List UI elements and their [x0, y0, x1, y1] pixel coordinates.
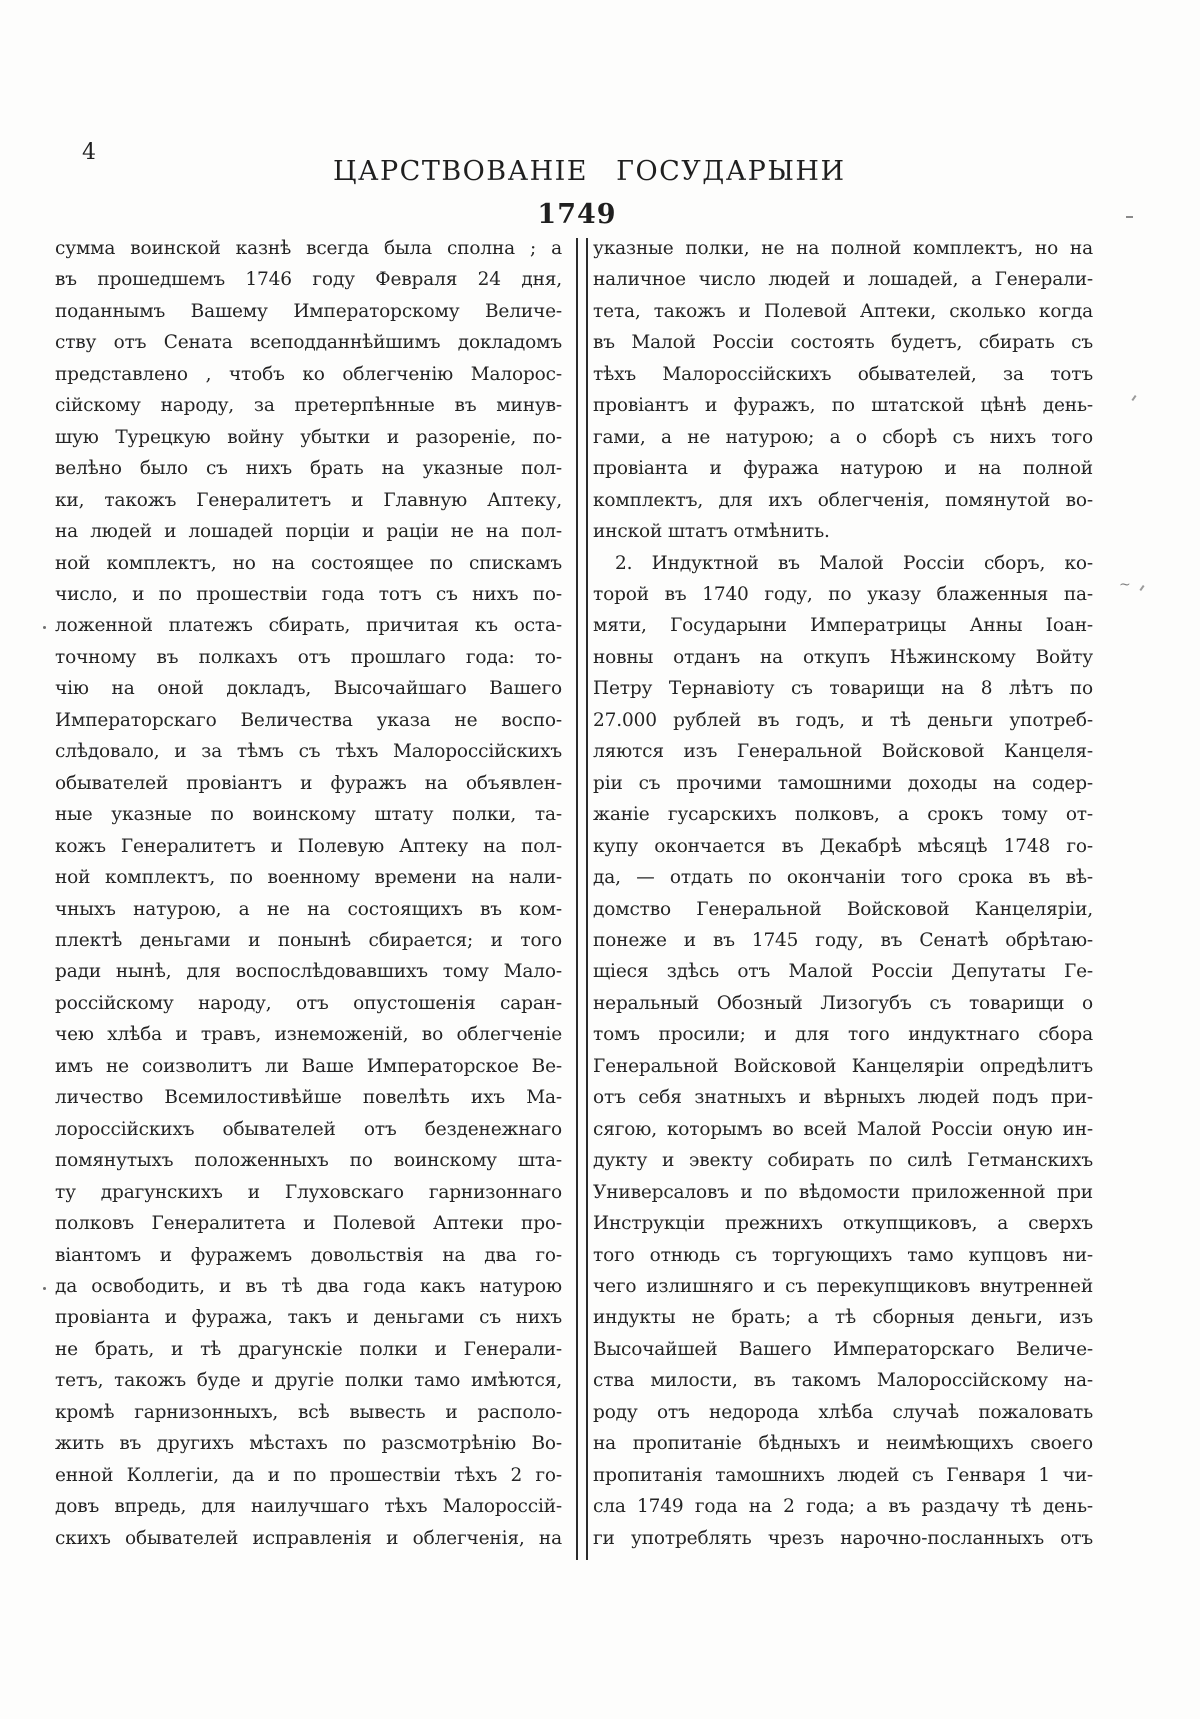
text-line: Инструкціи прежнихъ откупщиковъ, а сверхъ	[593, 1213, 1093, 1235]
scan-speck	[1131, 395, 1136, 401]
text-line: ству отъ Сената всеподданнѣйшимъ докладомъ	[55, 332, 562, 354]
text-line: ные указные по воинскому штату полки, та-	[55, 804, 562, 826]
text-line: жаніе гусарскихъ полковъ, а срокъ тому от-	[593, 804, 1093, 826]
text-line: жить въ другихъ мѣстахъ по разсмотрѣнію Во-	[55, 1433, 562, 1455]
text-line: поданнымъ Вашему Императорскому Величе-	[55, 300, 562, 322]
text-line: ки, такожъ Генералитетъ и Главную Аптеку,	[55, 489, 562, 511]
text-line: указные полки, не на полной комплектъ, но на	[593, 238, 1093, 259]
text-line: обывателей провіантъ и фуражъ на объявлен-	[55, 772, 562, 794]
text-line: неральный Обозный Лизогубъ съ товарищи о	[593, 992, 1093, 1014]
text-line: того отнюдь съ торгующихъ тамо купцовъ ни-	[593, 1244, 1093, 1266]
text-line: индукты не брать; а тѣ сборныя деньги, изъ	[593, 1307, 1093, 1329]
text-line: тетъ, такожъ буде и другіе полки тамо имѣются,	[55, 1370, 562, 1392]
text-line: ги употреблять чрезъ нарочно-посланныхъ отъ	[593, 1527, 1093, 1549]
text-line: чныхъ натурою, а не на состоящихъ въ ком-	[55, 898, 562, 920]
text-line: въ прошедшемъ 1746 году Февраля 24 дня,	[55, 269, 562, 291]
text-line: на пропитаніе бѣдныхъ и неимѣющихъ своего	[593, 1433, 1093, 1455]
text-line: ту драгунскихъ и Глуховскаго гарнизоннаго	[55, 1181, 562, 1203]
text-line: представлено , чтобъ ко облегченію Малорос-	[55, 363, 562, 385]
text-line: личество Всемилостивѣйше повелѣть ихъ Ма-	[55, 1087, 562, 1109]
text-line: чею хлѣба и травъ, изнеможеній, во облегченіе	[55, 1024, 562, 1046]
text-line: кожъ Генералитетъ и Полевую Аптеку на пол-	[55, 835, 562, 857]
text-line: да освободить, и въ тѣ два года какъ натурою	[55, 1271, 562, 1302]
text-line: Генеральной Войсковой Канцеляріи опредѣлитъ	[593, 1055, 1093, 1077]
text-line: комплектъ, для ихъ облегченія, помянутой во-	[593, 489, 1093, 511]
text-line: тета, такожъ и Полевой Аптеки, сколько когда	[593, 300, 1093, 322]
text-line: помянутыхъ положенныхъ по воинскому шта-	[55, 1150, 562, 1172]
text-line: новны отданъ на откупъ Нѣжинскому Войту	[593, 646, 1093, 668]
text-line: тѣхъ Малороссійскихъ обывателей, за тотъ	[593, 363, 1093, 385]
text-line: чего излишняго и съ перекупщиковъ внутренней	[593, 1275, 1093, 1297]
left-text-column	[55, 233, 562, 1554]
text-line: 2. Индуктной въ Малой Россіи сборъ, ко-	[615, 552, 1093, 574]
text-line: купу окончается въ Декабрѣ мѣсяцѣ 1748 го-	[593, 835, 1093, 857]
text-line: слѣдовало, и за тѣмъ съ тѣхъ Малороссійскихъ	[55, 741, 562, 763]
page-number: 4	[82, 140, 96, 165]
text-line: на людей и лошадей порціи и раціи не на пол-	[55, 521, 562, 543]
text-line: точному въ полкахъ отъ прошлаго года: то-	[55, 646, 562, 668]
text-line: ради нынѣ, для воспослѣдовавшихъ тому Мало-	[55, 961, 562, 983]
text-line: Универсаловъ и по вѣдомости приложенной при	[593, 1181, 1093, 1203]
text-line: роду отъ недорода хлѣба случаѣ пожаловать	[593, 1401, 1093, 1423]
text-line: торой въ 1740 году, по указу блаженныя па-	[593, 583, 1093, 605]
text-line: шую Турецкую войну убытки и разореніе, по-	[55, 426, 562, 448]
text-line: дукту и эвекту собирать по силѣ Гетманскихъ	[593, 1150, 1093, 1172]
scan-speck: ~	[1119, 577, 1131, 593]
text-line: енной Коллегіи, да и по прошествіи тѣхъ 2 го-	[55, 1464, 562, 1486]
column-divider-rule	[576, 238, 588, 1560]
text-line: плектѣ деньгами и понынѣ сбирается; и того	[55, 929, 562, 951]
text-line: сягою, которымъ во всей Малой Россіи оную ин-	[593, 1118, 1093, 1140]
text-line: ляются изъ Генеральной Войсковой Канцеля-	[593, 741, 1093, 763]
text-line: лороссійскихъ обывателей отъ безденежнаго	[55, 1118, 562, 1140]
text-line: віантомъ и фуражемъ довольствія на два го-	[55, 1244, 562, 1266]
text-line: ной комплектъ, но на состоящее по спискамъ	[55, 552, 562, 574]
text-line: кромѣ гарнизонныхъ, всѣ вывесть и располо-	[55, 1401, 562, 1423]
text-line: томъ просили; и для того индуктнаго сбора	[593, 1024, 1093, 1046]
text-line: ложенной платежъ сбирать, причитая къ оста-	[55, 610, 562, 641]
text-line: въ Малой Россіи состоять будетъ, сбирать съ	[593, 332, 1093, 354]
scan-speck	[1126, 216, 1133, 218]
text-line: ріи съ прочими тамошними доходы на содер-	[593, 772, 1093, 794]
text-line: провіантъ и фуражъ, по штатской цѣнѣ день-	[593, 395, 1093, 417]
running-header-title: ЦАРСТВОВАНІЕ ГОСУДАРЫНИ	[333, 156, 846, 187]
text-line: 27.000 рублей въ годъ, и тѣ деньги употреб-	[593, 709, 1093, 731]
text-line: не брать, и тѣ драгунскіе полки и Генерали-	[55, 1338, 562, 1360]
text-line: ства милости, въ такомъ Малороссійскому на-	[593, 1370, 1093, 1392]
text-line: сумма воинской казнѣ всегда была сполна ; а	[55, 238, 562, 259]
text-line: полковъ Генералитета и Полевой Аптеки про-	[55, 1213, 562, 1235]
text-line: Императорскаго Величества указа не воспо-	[55, 709, 562, 731]
text-line: домство Генеральной Войсковой Канцеляріи,	[593, 898, 1093, 920]
text-line: наличное число людей и лошадей, а Генерали-	[593, 269, 1093, 291]
text-line: пропитанія тамошнихъ людей съ Генваря 1 чи-	[593, 1464, 1093, 1486]
text-line: довъ впредь, для наилучшаго тѣхъ Малороссій-	[55, 1496, 562, 1518]
text-line: ной комплектъ, по военному времени на нали-	[55, 867, 562, 889]
text-line: сійскому народу, за претерпѣнные въ минув-	[55, 395, 562, 417]
right-text-column	[593, 233, 1093, 1554]
text-line: отъ себя знатныхъ и вѣрныхъ людей подъ при-	[593, 1087, 1093, 1109]
text-line: Высочайшей Вашего Императорскаго Величе-	[593, 1338, 1093, 1360]
text-line: щіеся здѣсь отъ Малой Россіи Депутаты Ге-	[593, 961, 1093, 983]
year-heading: 1749	[537, 199, 617, 230]
text-line: провіанта и фуража, такъ и деньгами съ нихъ	[55, 1307, 562, 1329]
text-line: чію на оной докладъ, Высочайшаго Вашего	[55, 678, 562, 700]
text-line: провіанта и фуража натурою и на полной	[593, 458, 1093, 480]
text-line: скихъ обывателей исправленія и облегченія, на	[55, 1527, 562, 1549]
text-line: мяти, Государыни Императрицы Анны Іоан-	[593, 615, 1093, 637]
text-line: велѣно было съ нихъ брать на указные пол-	[55, 458, 562, 480]
text-line: россійскому народу, отъ опустошенія саран-	[55, 992, 562, 1014]
text-line: инской штатъ отмѣнить.	[593, 521, 830, 543]
text-line: сла 1749 года на 2 года; а въ раздачу тѣ день-	[593, 1496, 1093, 1518]
text-line: да, — отдать по окончаніи того срока въ вѣ-	[593, 867, 1093, 889]
text-line: имъ не соизволитъ ли Ваше Императорское Ве-	[55, 1055, 562, 1077]
text-line: гами, а не натурою; а о сборѣ съ нихъ того	[593, 426, 1093, 448]
text-line: понеже и въ 1745 году, въ Сенатѣ обрѣтаю-	[593, 929, 1093, 951]
text-line: Петру Тернавіоту съ товарищи на 8 лѣтъ по	[593, 678, 1093, 700]
scan-speck	[1139, 585, 1144, 591]
text-line: число, и по прошествіи года тотъ съ нихъ по-	[55, 583, 562, 605]
